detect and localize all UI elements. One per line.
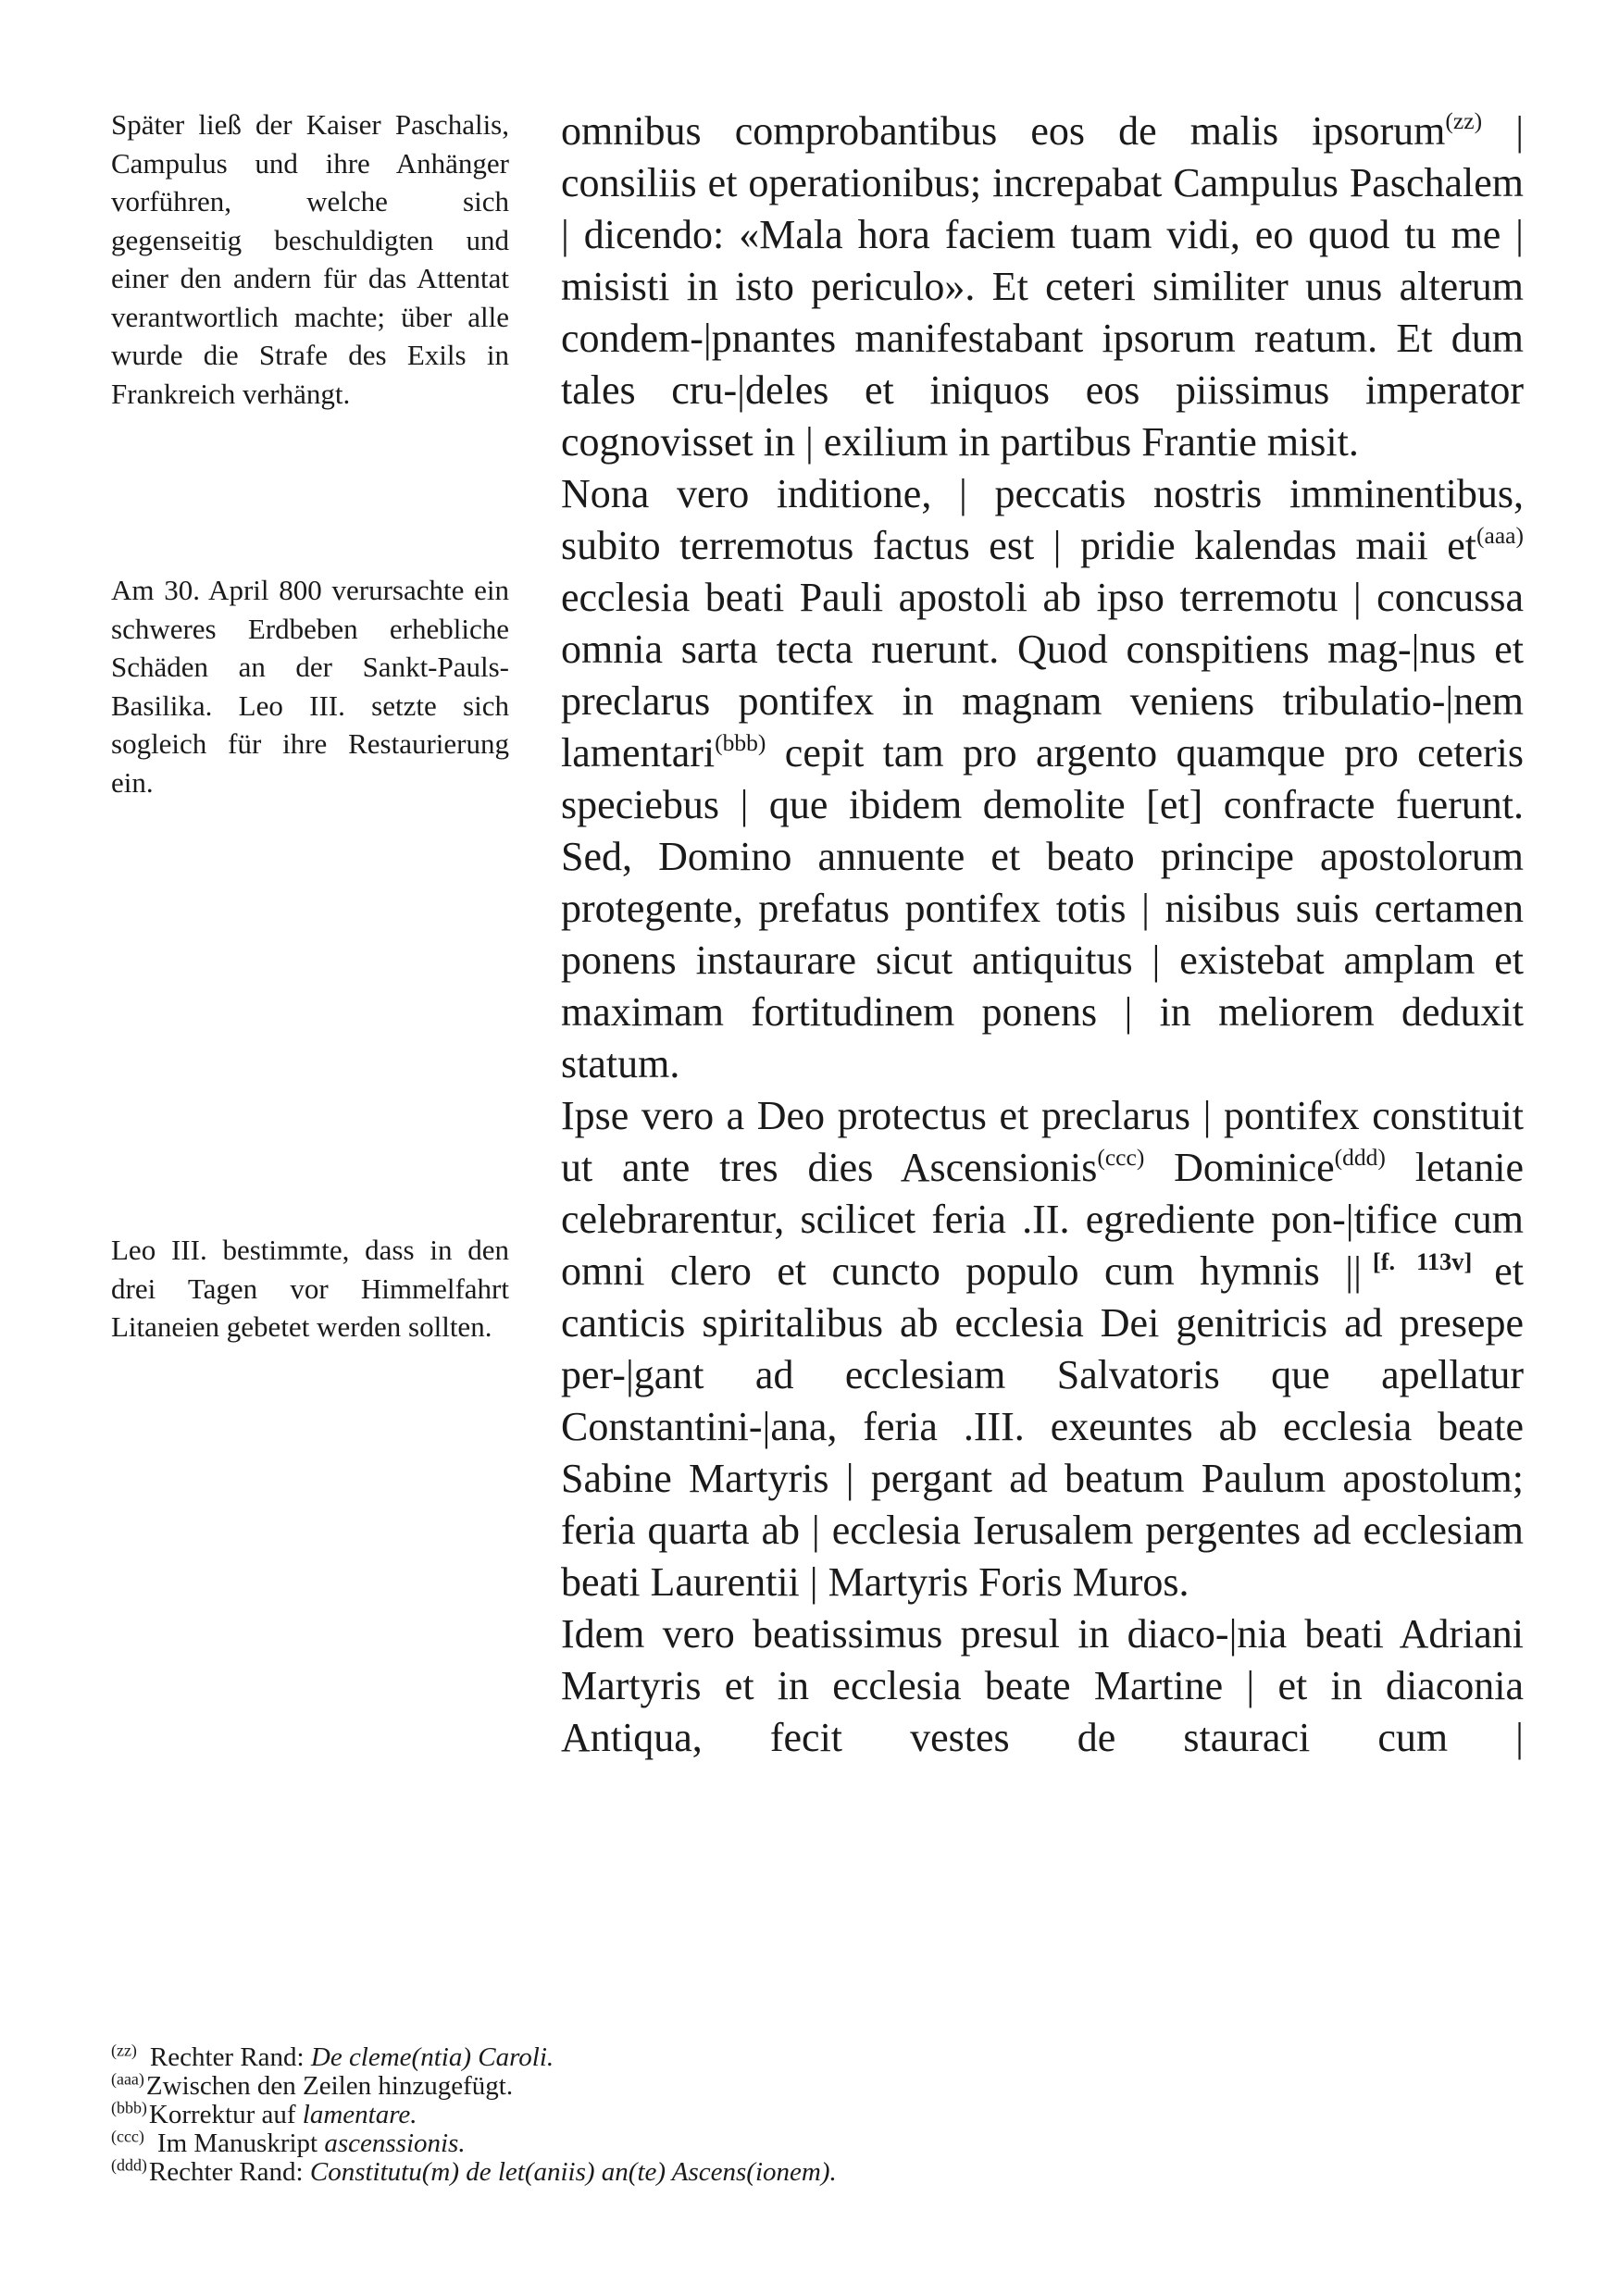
footnote-mark: (aaa) <box>111 2069 144 2089</box>
footnote-text: De cleme(ntia) Caroli. <box>310 2042 554 2072</box>
footnote <box>111 2129 1500 2158</box>
footnote-mark: (ddd) <box>111 2155 147 2175</box>
main-paragraph-1 <box>561 105 1524 468</box>
text-run: Nona vero inditione, | peccatis nostris imminentibus, subito terremotus factus est | pridie kalendas maii et <box>561 471 1524 568</box>
footnote-label: Zwischen den Zeilen hinzugefügt. <box>145 2071 514 2101</box>
footnote-label: Rechter Rand: <box>149 2042 305 2072</box>
footnote-mark: (zz) <box>111 2041 137 2060</box>
folio-marker: [f. 113v] <box>1372 1247 1473 1276</box>
footnote-label: Rechter Rand: <box>148 2157 304 2187</box>
footnote-ref: (aaa) <box>1476 522 1524 550</box>
footnote-mark: (ccc) <box>111 2127 144 2146</box>
main-paragraph-3 <box>561 1090 1524 1608</box>
text-run: cepit tam pro argento quamque pro ceteris speciebus | que ibidem demolite [et] confracte fuerunt. Sed, Domino annuente et beato principe apostolorum protegente, prefatus pontifex totis | nisibus suis certamen ponens instaurare sicut antiquitus | existebat amplam et maximam fortitudinem ponens | in meliorem deduxit statum. <box>561 730 1524 1086</box>
text-run: et canticis spiritalibus ab ecclesia Dei genitricis ad presepe per-|gant ad ecclesiam Salvatoris que apellatur Constantini-|ana, feria .III. exeuntes ab ecclesia beate Sabine Martyris | pergant ad beatum Paulum apostolum; feria quarta ab | ecclesia Ierusalem pergentes ad ecclesiam beati Laurentii | Martyris Foris Muros. <box>561 1248 1524 1605</box>
side-note-3: Leo III. bestimmte, dass in den drei Tagen vor Himmelfahrt Litaneien gebetet werden sollten. <box>111 1234 509 1343</box>
footnote-label: Im Manuskript <box>156 2128 318 2158</box>
text-run: | consiliis et operationibus; increpabat Campulus Paschalem | dicendo: «Mala hora faciem tuam vidi, eo quod tu me | misisti in isto periculo». Et ceteri similiter unus alterum condem-|pnantes manifestabant ipsorum reatum. Et dum tales cru-|deles et iniquos eos piissimus imperator cognovisset in | exilium in partibus Frantie misit. <box>561 108 1525 465</box>
footnote-text: Constitutu(m) de let(aniis) an(te) Ascens(ionem). <box>309 2157 837 2187</box>
footnote-ref: (ccc) <box>1097 1144 1145 1172</box>
footnotes <box>111 2043 1500 2187</box>
side-note-2: Am 30. April 800 verursachte ein schweres Erdbeben erhebliche Schäden an der Sankt-Pauls-Basilika. Leo III. setzte sich sogleich für ihre Restaurierung ein. <box>111 574 509 799</box>
footnote-text: lamentare. <box>302 2100 417 2129</box>
main-paragraph-4: Idem vero beatissimus presul in diaco-|nia beati Adriani Martyris et in ecclesia beate Martine | et in diaconia Antiqua, fecit vestes de stauraci cum | <box>561 1611 1524 1760</box>
text-run: omnibus comprobantibus eos de malis ipsorum <box>561 108 1446 154</box>
text-run: letanie celebrarentur, scilicet feria .II. egrediente pon-|tifice cum omni clero et cuncto populo cum hymnis || <box>561 1145 1525 1294</box>
text-run: ecclesia beati Pauli apostoli ab ipso terremotu | concussa omnia sarta tecta ruerunt. Quod conspitiens mag-|nus et preclarus pontifex in magnam veniens tribulatio-|nem lamentari <box>561 575 1524 776</box>
footnote <box>111 2069 1500 2101</box>
footnote-ref: (bbb) <box>715 729 766 757</box>
footnote-label: Korrektur auf <box>148 2100 296 2129</box>
footnote <box>111 2043 1500 2072</box>
text-run: Ipse vero a Deo protectus et preclarus | pontifex constituit ut ante tres dies Ascensionis <box>561 1093 1524 1190</box>
main-text <box>561 105 1524 1764</box>
footnote <box>111 2155 1500 2187</box>
main-paragraph-2 <box>561 468 1524 1090</box>
footnote <box>111 2098 1500 2129</box>
footnote-ref: (zz) <box>1445 107 1483 135</box>
side-note-1: Später ließ der Kaiser Paschalis, Campulus und ihre Anhänger vorführen, welche sich gegenseitig beschuldigten und einer den andern für das Attentat verantwortlich machte; über alle wurde die Strafe des Exils in Frankreich verhängt. <box>111 108 509 410</box>
footnote-mark: (bbb) <box>111 2098 147 2117</box>
footnote-ref: (ddd) <box>1334 1144 1386 1172</box>
footnote-text: ascenssionis. <box>324 2128 466 2158</box>
text-run: Dominice <box>1144 1145 1335 1190</box>
